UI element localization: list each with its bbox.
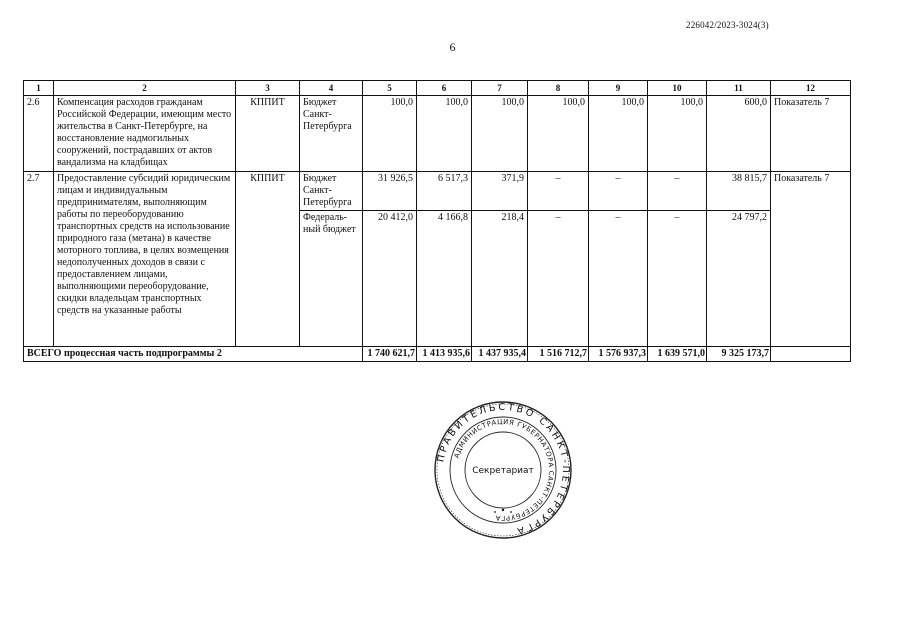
- header-cell: 9: [589, 81, 648, 96]
- total-empty-cell: [771, 347, 851, 362]
- header-cell: 1: [24, 81, 54, 96]
- value-cell: 100,0: [472, 96, 528, 172]
- header-cell: 11: [707, 81, 771, 96]
- value-cell: 100,0: [589, 96, 648, 172]
- table-row: [24, 172, 851, 211]
- value-cell: 100,0: [528, 96, 589, 172]
- header-cell: 2: [54, 81, 236, 96]
- value-cell: 4 166,8: [417, 211, 472, 347]
- header-cell: 6: [417, 81, 472, 96]
- header-cell: 10: [648, 81, 707, 96]
- value-cell: –: [589, 211, 648, 347]
- header-cell: 5: [363, 81, 417, 96]
- value-cell: 38 815,7: [707, 172, 771, 211]
- value-cell: 100,0: [363, 96, 417, 172]
- value-cell: –: [589, 172, 648, 211]
- total-label: ВСЕГО процессная часть подпрограммы 2: [24, 347, 363, 362]
- value-cell: 218,4: [472, 211, 528, 347]
- total-row: [24, 347, 851, 362]
- row-name: Компенсация расходов гражданам Российской Федерации, имеющим место жительства в Санкт-Петербурге, на восстановление надмогильных сооружений, пострадавших от актов вандализма на кладбищах: [54, 96, 236, 172]
- header-cell: 8: [528, 81, 589, 96]
- value-cell: 6 517,3: [417, 172, 472, 211]
- header-cell: 3: [236, 81, 300, 96]
- value-cell: 100,0: [648, 96, 707, 172]
- row-executor: КППИТ: [236, 172, 300, 347]
- table-row: [24, 96, 851, 172]
- row-number: 2.7: [24, 172, 54, 347]
- document-number: 226042/2023-3024(3): [686, 20, 769, 30]
- value-cell: –: [528, 172, 589, 211]
- page-number: 6: [449, 40, 456, 54]
- row-number: 2.6: [24, 96, 54, 172]
- total-value: 1 413 935,6: [417, 347, 472, 362]
- total-value: 1 437 935,4: [472, 347, 528, 362]
- header-row: [24, 81, 851, 96]
- header-cell: 12: [771, 81, 851, 96]
- value-cell: –: [528, 211, 589, 347]
- row-indicator: Показатель 7: [771, 172, 851, 347]
- total-value: 9 325 173,7: [707, 347, 771, 362]
- value-cell: 31 926,5: [363, 172, 417, 211]
- subsidy-table: [23, 80, 851, 362]
- value-cell: –: [648, 172, 707, 211]
- value-cell: 100,0: [417, 96, 472, 172]
- row-name: Предоставление субсидий юридическим лицам и индивидуальным предпринимателям, выполняющим работы по переоборудованию транспортных средств на использование природного газа (метана) в качестве моторного топлива, в целях возмещения недополученных доходов в связи с предоставлением лицами, выполняющими переоборудование, скидки владельцам транспортных средств на указанные работы: [54, 172, 236, 347]
- header-cell: 7: [472, 81, 528, 96]
- row-source: Бюджет Санкт-Петербурга: [300, 172, 363, 211]
- total-value: 1 740 621,7: [363, 347, 417, 362]
- seal-center-text: Секретариат: [472, 466, 534, 476]
- total-value: 1 576 937,3: [589, 347, 648, 362]
- value-cell: 24 797,2: [707, 211, 771, 347]
- seal-outer-text: ПРАВИТЕЛЬСТВО САНКТ-ПЕТЕРБУРГА: [435, 401, 572, 537]
- total-value: 1 516 712,7: [528, 347, 589, 362]
- row-executor: КППИТ: [236, 96, 300, 172]
- seal-inner-text: АДМИНИСТРАЦИЯ ГУБЕРНАТОРА САНКТ-ПЕТЕРБУРГА: [452, 417, 556, 523]
- header-cell: 4: [300, 81, 363, 96]
- value-cell: 20 412,0: [363, 211, 417, 347]
- value-cell: 371,9: [472, 172, 528, 211]
- row-source: Федераль-ный бюджет: [300, 211, 363, 347]
- row-indicator: Показатель 7: [771, 96, 851, 172]
- seal-star-icons: [494, 509, 512, 513]
- value-cell: 600,0: [707, 96, 771, 172]
- official-seal: [433, 400, 573, 540]
- value-cell: –: [648, 211, 707, 347]
- total-value: 1 639 571,0: [648, 347, 707, 362]
- row-source: Бюджет Санкт-Петербурга: [300, 96, 363, 172]
